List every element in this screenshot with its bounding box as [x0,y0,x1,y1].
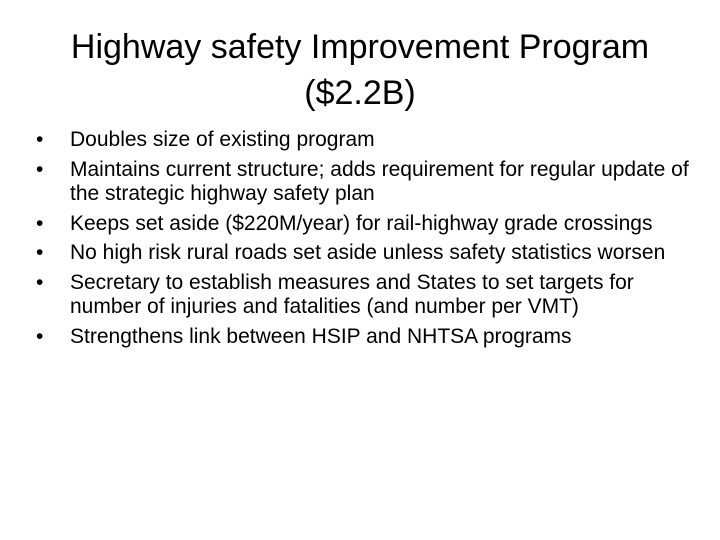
bullet-dot-icon: • [36,270,44,294]
bullet-item [36,241,690,266]
bullet-item [36,158,690,207]
bullet-dot-icon: • [36,324,44,348]
bullet-text: Maintains current structure; adds requirement for regular update of the strategic highway safety plan [70,157,689,205]
slide-title [40,24,680,116]
bullet-item [36,271,690,320]
bullet-text: No high risk rural roads set aside unless safety statistics worsen [70,241,666,264]
bullet-text: Strengthens link between HSIP and NHTSA programs [70,324,572,348]
slide-title-line-2: ($2.2B) [304,74,416,112]
bullet-text: Keeps set aside ($220M/year) for rail-highway grade crossings [70,211,653,235]
bullet-dot-icon: • [36,211,44,235]
bullet-dot-icon: • [36,241,44,264]
bullet-dot-icon: • [36,157,44,181]
bullet-text: Doubles size of existing program [70,128,375,151]
slide-title-line-1: Highway safety Improvement Program [70,28,650,66]
bullet-list [36,128,690,354]
bullet-text: Secretary to establish measures and States to set targets for number of injuries and fatalities (and number per VMT) [70,270,634,318]
bullet-dot-icon: • [36,128,44,151]
bullet-item [36,325,690,350]
bullet-item [36,212,690,237]
bullet-item [36,128,690,153]
